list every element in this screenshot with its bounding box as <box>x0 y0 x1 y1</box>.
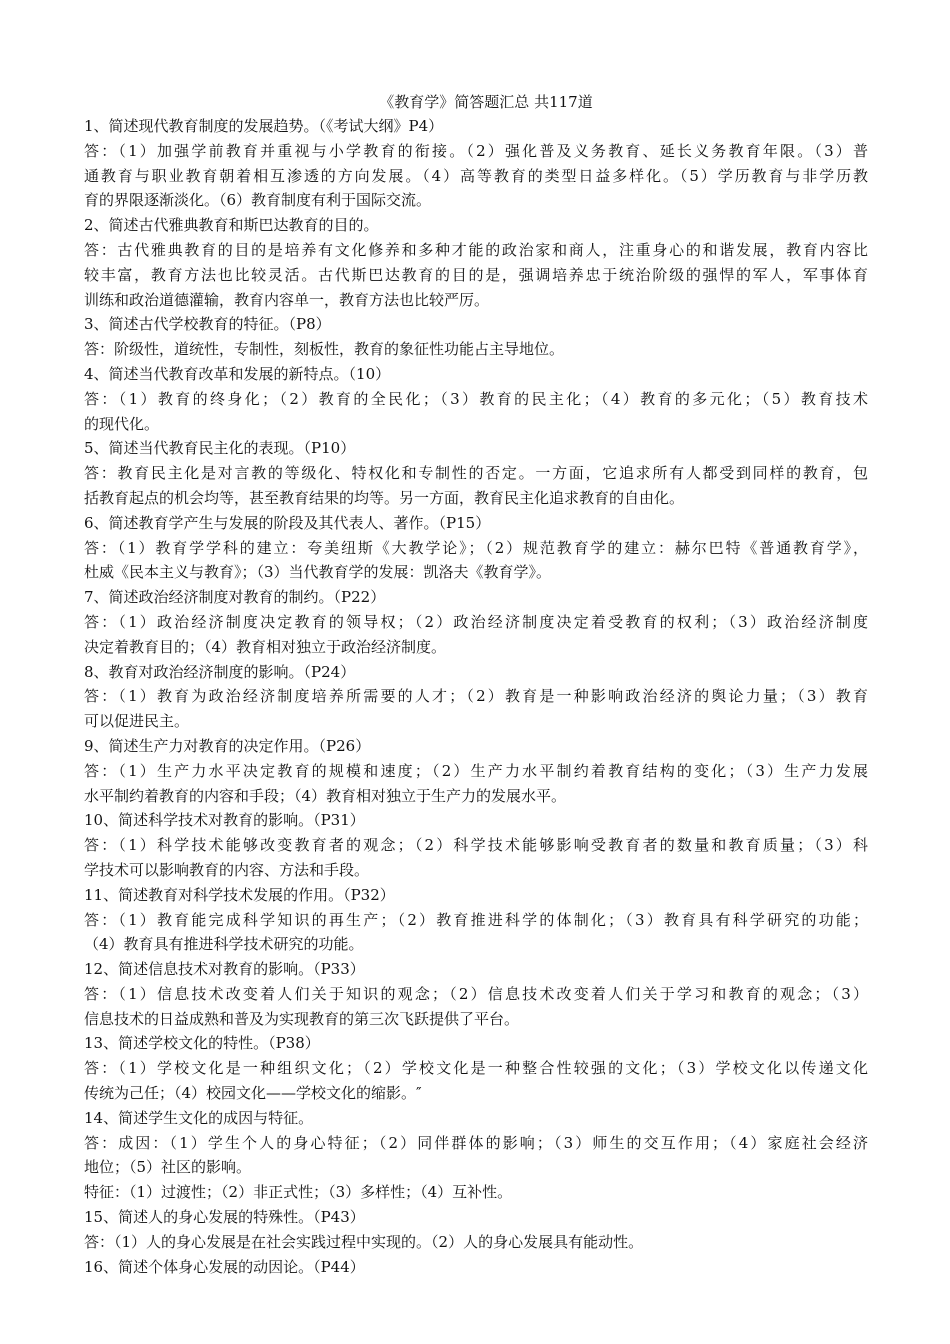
answer-line: 答：（1）教育为政治经济制度培养所需要的人才；（2）教育是一种影响政治经济的舆论力量；（3）教育 <box>84 687 868 706</box>
answer-line: 杜威《民本主义与教育》；（3）当代教育学的发展：凯洛夫《教育学》。 <box>84 563 552 582</box>
answer-line: 的现代化。 <box>84 414 160 433</box>
answer-line: 信息技术的日益成熟和普及为实现教育的第三次飞跃提供了平台。 <box>84 1009 520 1028</box>
answer-line: （4）教育具有推进科学技术研究的功能。 <box>84 935 364 954</box>
answer-line: 答：古代雅典教育的目的是培养有文化修养和多种才能的政治家和商人，注重身心的和谐发展，教育内容比 <box>84 240 868 259</box>
question-heading: 3、简述古代学校教育的特征。（P8） <box>84 315 331 334</box>
answer-line: 括教育起点的机会均等，甚至教育结果的均等。另一方面，教育民主化追求教育的自由化。 <box>84 488 685 507</box>
answer-line: 答：（1）教育的终身化；（2）教育的全民化；（3）教育的民主化；（4）教育的多元化；（5）教育技术 <box>84 389 868 408</box>
document-body <box>84 114 868 1279</box>
answer-line: 答：（1）生产力水平决定教育的规模和速度；（2）生产力水平制约着教育结构的变化；（3）生产力发展 <box>84 761 868 780</box>
question-heading: 14、简述学生文化的成因与特征。 <box>84 1108 314 1127</box>
question-heading: 6、简述教育学产生与发展的阶段及其代表人、著作。（P15） <box>84 513 491 532</box>
answer-line: 育的界限逐渐淡化。（6）教育制度有利于国际交流。 <box>84 191 432 210</box>
question-heading: 12、简述信息技术对教育的影响。（P33） <box>84 960 365 979</box>
document-page <box>84 90 868 1279</box>
answer-line: 通教育与职业教育朝着相互渗透的方向发展。（4）高等教育的类型日益多样化。（5）学历教育与非学历教 <box>84 166 868 185</box>
answer-line: 特征：（1）过渡性；（2）非正式性；（3）多样性；（4）互补性。 <box>84 1183 513 1202</box>
answer-line: 传统为己任；（4）校园文化——学校文化的缩影。″ <box>84 1084 422 1103</box>
question-heading: 4、简述当代教育改革和发展的新特点。（10） <box>84 364 391 383</box>
question-heading: 7、简述政治经济制度对教育的制约。（P22） <box>84 588 386 607</box>
document-title: 《教育学》简答题汇总 共117道 <box>379 93 593 111</box>
question-heading: 11、简述教育对科学技术发展的作用。（P32） <box>84 885 395 904</box>
answer-line: 学技术可以影响教育的内容、方法和手段。 <box>84 860 370 879</box>
answer-line: 较丰富，教育方法也比较灵活。古代斯巴达教育的目的是，强调培养忠于统治阶级的强悍的军人，军事体育 <box>84 265 868 284</box>
answer-line: 地位；（5）社区的影响。 <box>84 1158 252 1177</box>
answer-line: 可以促进民主。 <box>84 712 190 731</box>
answer-line: 水平制约着教育的内容和手段；（4）教育相对独立于生产力的发展水平。 <box>84 786 567 805</box>
answer-line: 答：（1）加强学前教育并重视与小学教育的衔接。（2）强化普及义务教育、延长义务教育年限。（3）普 <box>84 141 868 160</box>
answer-line: 答：（1）信息技术改变着人们关于知识的观念；（2）信息技术改变着人们关于学习和教育的观念；（3） <box>84 984 868 1003</box>
question-heading: 2、简述古代雅典教育和斯巴达教育的目的。 <box>84 216 379 235</box>
answer-line: 答：（1）教育学学科的建立：夸美纽斯《大教学论》；（2）规范教育学的建立：赫尔巴特《普通教育学》， <box>84 538 868 557</box>
question-heading: 10、简述科学技术对教育的影响。（P31） <box>84 811 365 830</box>
question-heading: 15、简述人的身心发展的特殊性。（P43） <box>84 1208 365 1227</box>
question-heading: 13、简述学校文化的特性。（P38） <box>84 1034 320 1053</box>
answer-line: 答：（1）教育能完成科学知识的再生产；（2）教育推进科学的体制化；（3）教育具有科学研究的功能； <box>84 910 868 929</box>
answer-line: 答：教育民主化是对言教的等级化、特权化和专制性的否定。一方面，它追求所有人都受到同样的教育，包 <box>84 464 868 483</box>
question-heading: 9、简述生产力对教育的决定作用。（P26） <box>84 736 371 755</box>
answer-line: 答：阶级性，道统性，专制性，刻板性，教育的象征性功能占主导地位。 <box>84 340 565 359</box>
answer-line: 答：（1）政治经济制度决定教育的领导权；（2）政治经济制度决定着受教育的权利；（3）政治经济制度 <box>84 612 868 631</box>
answer-line: 答：（1）科学技术能够改变教育者的观念；（2）科学技术能够影响受教育者的数量和教育质量；（3）科 <box>84 836 868 855</box>
answer-line: 答：（1）人的身心发展是在社会实践过程中实现的。（2）人的身心发展具有能动性。 <box>84 1232 644 1251</box>
question-heading: 5、简述当代教育民主化的表现。（P10） <box>84 439 356 458</box>
question-heading: 8、教育对政治经济制度的影响。（P24） <box>84 662 356 681</box>
answer-line: 答：（1）学校文化是一种组织文化；（2）学校文化是一种整合性较强的文化；（3）学校文化以传递文化 <box>84 1059 868 1078</box>
answer-line: 训练和政治道德灌输，教育内容单一，教育方法也比较严厉。 <box>84 290 490 309</box>
answer-line: 答：成因：（1）学生个人的身心特征；（2）同伴群体的影响；（3）师生的交互作用；（4）家庭社会经济 <box>84 1133 868 1152</box>
question-heading: 1、简述现代教育制度的发展趋势。（《考试大纲》P4） <box>84 117 444 135</box>
question-heading: 16、简述个体身心发展的动因论。（P44） <box>84 1257 365 1276</box>
answer-line: 决定着教育目的；（4）教育相对独立于政治经济制度。 <box>84 637 447 656</box>
